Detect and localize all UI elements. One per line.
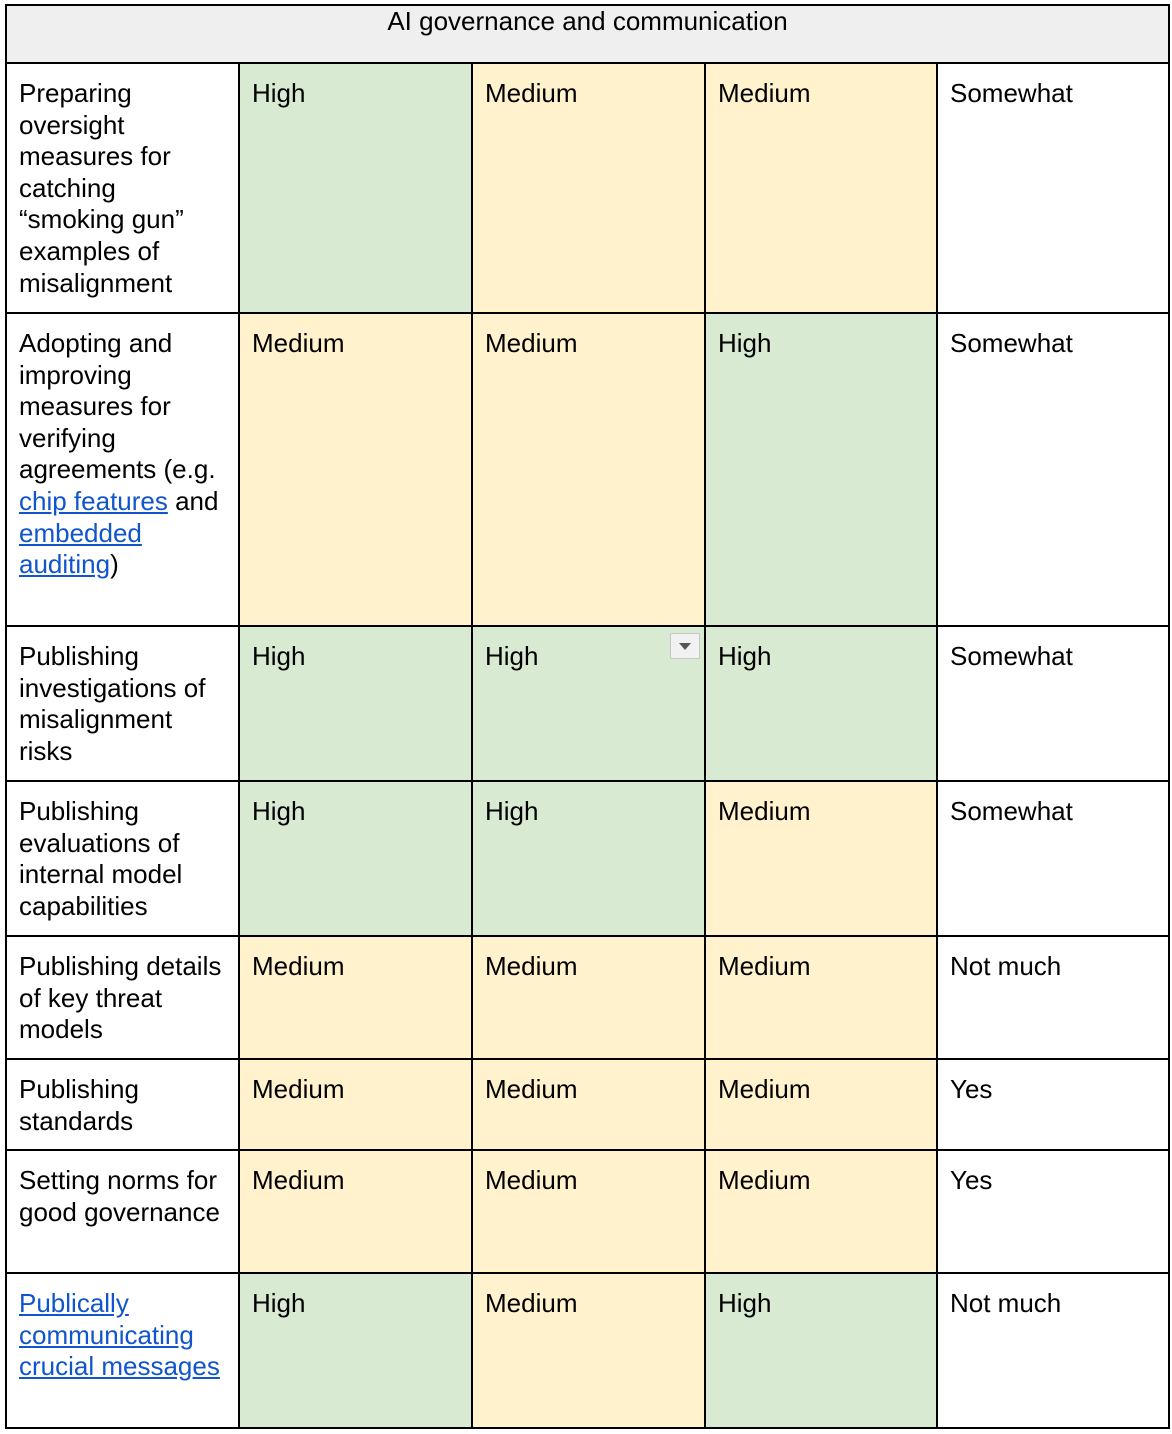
row-label: Publishing investigations of misalignment risks [19, 641, 206, 766]
rating-value: Yes [950, 1074, 993, 1104]
rating-value: Somewhat [950, 78, 1073, 108]
embedded-auditing-link[interactable]: embedded auditing [19, 517, 142, 580]
rating-cell[interactable] [705, 936, 937, 1059]
governance-table [5, 4, 1170, 1429]
rating-cell-selected[interactable] [472, 626, 705, 781]
rating-value: High [252, 641, 306, 671]
rating-cell[interactable] [472, 936, 705, 1059]
rating-value: High [252, 78, 306, 108]
rating-value: High [252, 796, 306, 826]
rating-cell[interactable] [937, 1273, 1169, 1428]
rating-cell[interactable] [937, 1150, 1169, 1273]
table-row [6, 1059, 1169, 1150]
rating-value: High [252, 1288, 306, 1318]
rating-cell[interactable] [472, 781, 705, 936]
rating-value: Medium [485, 1074, 578, 1104]
rating-cell[interactable] [937, 781, 1169, 936]
rating-value: Not much [950, 1288, 1062, 1318]
rating-cell[interactable] [239, 1273, 472, 1428]
row-label: Publishing standards [19, 1074, 139, 1136]
rating-cell[interactable] [705, 626, 937, 781]
rating-cell[interactable] [472, 1150, 705, 1273]
rating-value: Medium [485, 1165, 578, 1195]
table-row [6, 63, 1169, 313]
rating-value: Yes [950, 1165, 993, 1195]
rating-value: Medium [485, 951, 578, 981]
row-label-cell[interactable] [6, 626, 239, 781]
rating-cell[interactable] [705, 63, 937, 313]
table-title: AI governance and communication [6, 5, 1169, 63]
table-row [6, 936, 1169, 1059]
table-row [6, 1150, 1169, 1273]
rating-cell[interactable] [937, 626, 1169, 781]
publically-communicating-link[interactable]: Publically communicating crucial messages [19, 1288, 220, 1382]
row-label-text: ) [110, 549, 119, 580]
rating-value: Somewhat [950, 328, 1073, 358]
rating-value: Medium [718, 78, 811, 108]
rating-value: High [718, 1288, 772, 1318]
chevron-down-icon[interactable] [670, 633, 700, 659]
row-label-cell[interactable] [6, 1273, 239, 1428]
rating-value: High [718, 328, 772, 358]
rating-cell[interactable] [239, 936, 472, 1059]
rating-value: Medium [252, 951, 345, 981]
rating-value: Medium [252, 1074, 345, 1104]
rating-cell[interactable] [239, 63, 472, 313]
rating-value: Medium [718, 1165, 811, 1195]
table-row [6, 1273, 1169, 1428]
row-label [7, 1274, 238, 1393]
row-label-cell[interactable] [6, 781, 239, 936]
row-label-cell[interactable] [6, 313, 239, 626]
rating-value: Medium [718, 1074, 811, 1104]
rating-value: Medium [252, 328, 345, 358]
row-label [7, 314, 238, 591]
rating-value: High [718, 641, 772, 671]
table-row [6, 626, 1169, 781]
rating-cell[interactable] [239, 1150, 472, 1273]
chip-features-link[interactable]: chip features [19, 485, 168, 516]
rating-value: Medium [718, 951, 811, 981]
table-row [6, 781, 1169, 936]
rating-value: Medium [718, 796, 811, 826]
rating-cell[interactable] [937, 313, 1169, 626]
rating-cell[interactable] [472, 63, 705, 313]
row-label-cell[interactable] [6, 63, 239, 313]
row-label: Publishing details of key threat models [19, 951, 222, 1045]
rating-cell[interactable] [705, 1059, 937, 1150]
rating-value: High [485, 796, 539, 826]
rating-cell[interactable] [472, 1059, 705, 1150]
rating-value: Medium [485, 78, 578, 108]
rating-value: High [485, 641, 539, 671]
rating-cell[interactable] [705, 781, 937, 936]
row-label-cell[interactable] [6, 1150, 239, 1273]
rating-cell[interactable] [705, 1273, 937, 1428]
rating-cell[interactable] [239, 626, 472, 781]
row-label: Setting norms for good governance [19, 1165, 220, 1227]
rating-cell[interactable] [937, 63, 1169, 313]
rating-cell[interactable] [705, 1150, 937, 1273]
rating-value-wrap [473, 627, 704, 683]
rating-value: Not much [950, 951, 1062, 981]
table-row [6, 313, 1169, 626]
rating-cell[interactable] [937, 1059, 1169, 1150]
rating-value: Somewhat [950, 641, 1073, 671]
row-label-text: and [167, 485, 219, 516]
rating-cell[interactable] [239, 313, 472, 626]
rating-value: Medium [485, 328, 578, 358]
rating-cell[interactable] [937, 936, 1169, 1059]
row-label-text: Adopting and improving measures for verifying agreements (e.g. [19, 328, 216, 485]
rating-cell[interactable] [239, 781, 472, 936]
rating-cell[interactable] [472, 1273, 705, 1428]
rating-cell[interactable] [472, 313, 705, 626]
row-label-cell[interactable] [6, 936, 239, 1059]
rating-value: Medium [485, 1288, 578, 1318]
rating-value: Medium [252, 1165, 345, 1195]
rating-cell[interactable] [705, 313, 937, 626]
row-label: Publishing evaluations of internal model capabilities [19, 796, 183, 921]
rating-value: Somewhat [950, 796, 1073, 826]
row-label-cell[interactable] [6, 1059, 239, 1150]
rating-cell[interactable] [239, 1059, 472, 1150]
row-label: Preparing oversight measures for catching “smoking gun” examples of misalignment [19, 78, 184, 298]
